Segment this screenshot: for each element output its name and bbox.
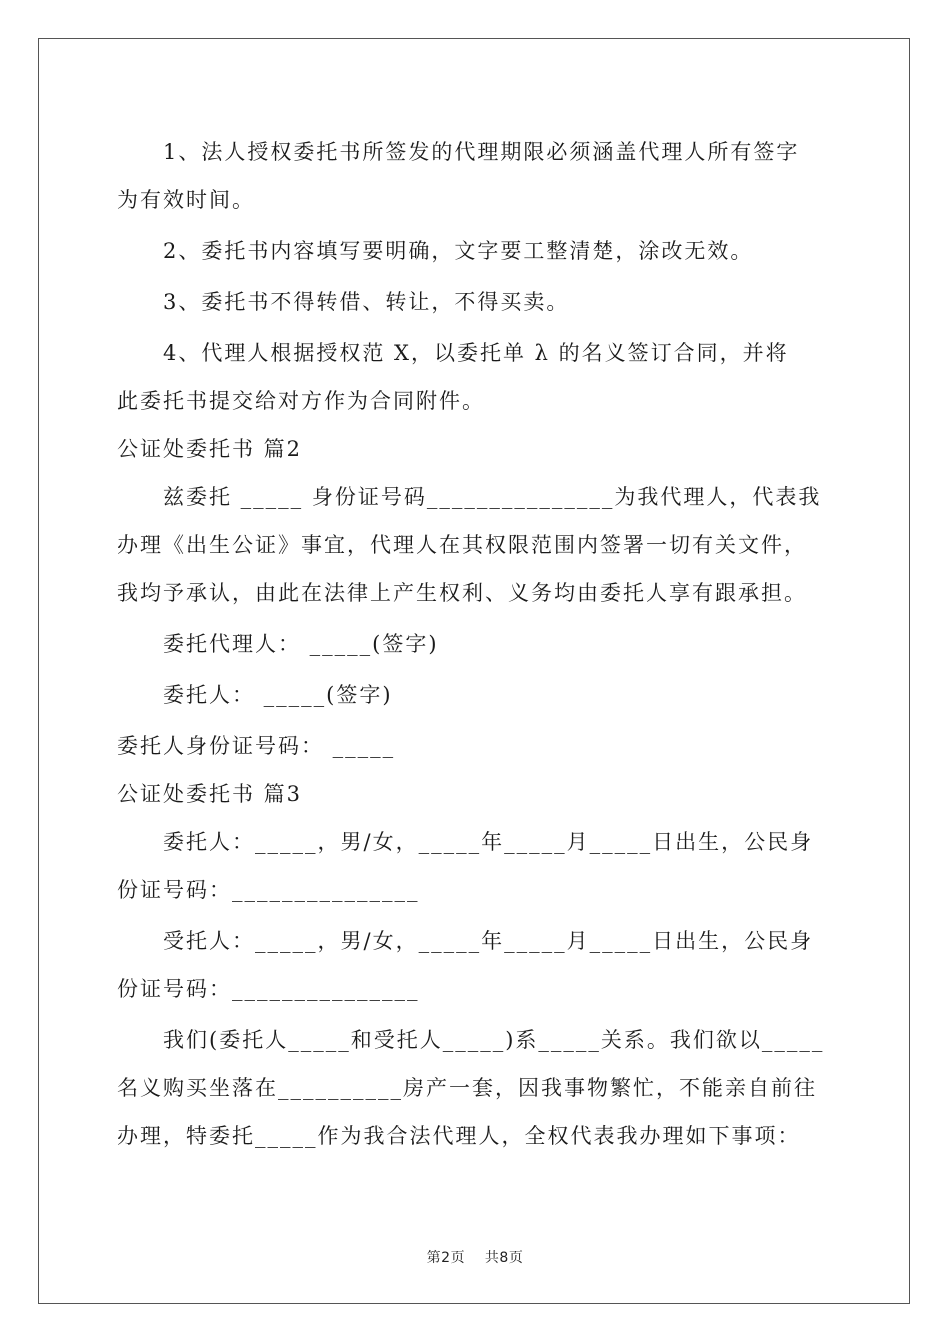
agent-info-line-2: 份证号码：_______________	[117, 977, 420, 1001]
principal-info-line-1: 委托人：_____，男/女，_____年_____月_____日出生，公民身	[163, 830, 814, 854]
paragraph-6-line-3: 我均予承认，由此在法律上产生权利、义务均由委托人享有跟承担。	[117, 581, 807, 605]
paragraph-1-line-2: 为有效时间。	[117, 188, 255, 212]
principal-id-line: 委托人身份证号码： _____	[117, 734, 396, 758]
paragraph-6-line-2: 办理《出生公证》事宜，代理人在其权限范围内签署一切有关文件，	[117, 533, 807, 557]
page-footer	[0, 1247, 950, 1267]
page-total: 共8页	[484, 1250, 524, 1266]
document-body	[117, 128, 837, 1160]
paragraph-4-line-2: 此委托书提交给对方作为合同附件。	[117, 389, 485, 413]
final-paragraph-line-3: 办理，特委托_____作为我合法代理人，全权代表我办理如下事项：	[117, 1124, 801, 1148]
principal-info-line-2: 份证号码：_______________	[117, 878, 420, 902]
agent-signature-line: 委托代理人： _____(签字)	[163, 632, 439, 656]
section-heading-2: 公证处委托书 篇2	[117, 437, 303, 461]
paragraph-2-line-1: 2、委托书内容填写要明确，文字要工整清楚，涂改无效。	[163, 239, 754, 263]
principal-signature-line: 委托人： _____(签字)	[163, 683, 393, 707]
paragraph-1-line-1: 1、法人授权委托书所签发的代理期限必须涵盖代理人所有签字	[163, 140, 800, 164]
paragraph-3-line-1: 3、委托书不得转借、转让，不得买卖。	[163, 290, 570, 314]
agent-info-line-1: 受托人：_____，男/女，_____年_____月_____日出生，公民身	[163, 929, 814, 953]
paragraph-4-line-1: 4、代理人根据授权范 X，以委托单 λ 的名义签订合同，并将	[163, 341, 789, 365]
page-number: 第2页	[426, 1250, 466, 1266]
section-heading-3: 公证处委托书 篇3	[117, 782, 303, 806]
final-paragraph-line-1: 我们(委托人_____和受托人_____)系_____关系。我们欲以_____	[163, 1028, 825, 1052]
paragraph-6-line-1: 兹委托 _____ 身份证号码_______________为我代理人，代表我	[163, 485, 822, 509]
final-paragraph-line-2: 名义购买坐落在__________房产一套，因我事物繁忙，不能亲自前往	[117, 1076, 817, 1100]
